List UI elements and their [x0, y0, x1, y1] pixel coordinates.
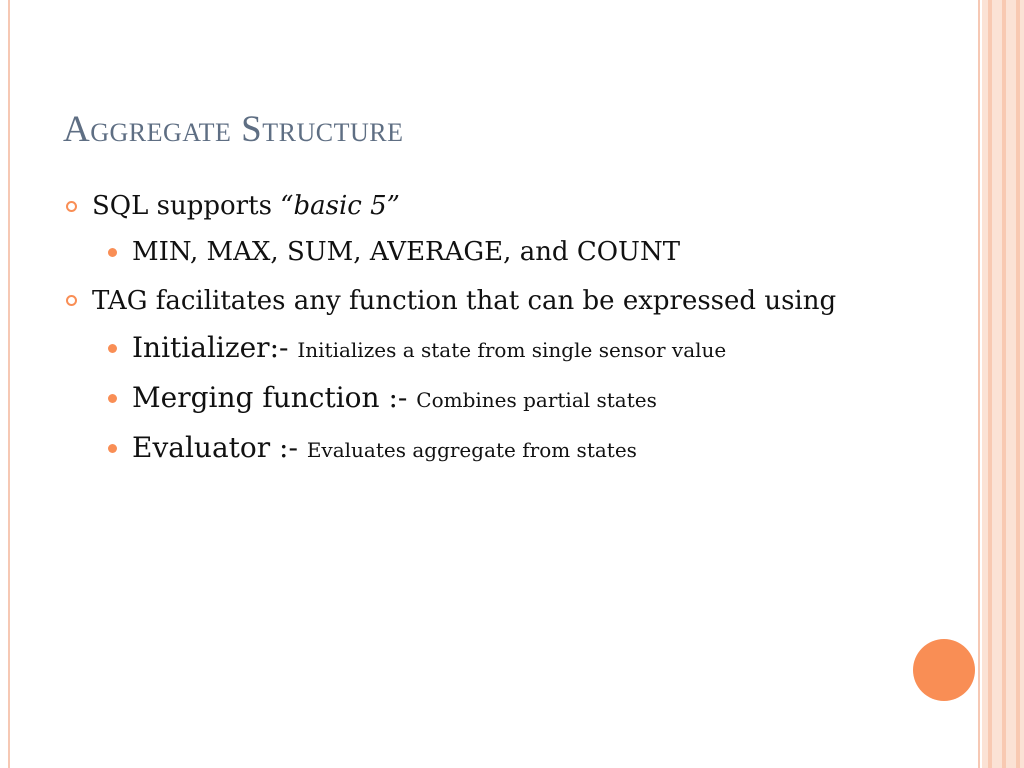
- sub-bullet-item: [62, 232, 942, 272]
- sub-bullet-item: [62, 428, 942, 470]
- stripe-line: [1016, 0, 1020, 768]
- slide-content: [62, 186, 942, 478]
- slide-title: Aggregate Structure: [63, 109, 404, 150]
- sub-bullet-text: MIN, MAX, SUM, AVERAGE, and COUNT: [132, 237, 681, 267]
- sub-bullet-desc: Combines partial states: [416, 388, 657, 412]
- ring-bullet-icon: [66, 295, 77, 306]
- sub-bullet-term: Initializer:-: [132, 331, 298, 364]
- bullet-emphasis: “basic 5”: [280, 191, 400, 221]
- sub-bullet-item: [62, 328, 942, 370]
- frame-line-left: [8, 0, 10, 768]
- dot-bullet-icon: [108, 248, 117, 257]
- bullet-lead: SQL supports: [92, 191, 281, 221]
- dot-bullet-icon: [108, 444, 117, 453]
- sub-bullet-term: Evaluator :-: [132, 431, 307, 464]
- stripe-line: [1002, 0, 1006, 768]
- accent-circle: [913, 639, 975, 701]
- ring-bullet-icon: [66, 201, 77, 212]
- sub-bullet-item: [62, 378, 942, 420]
- sub-bullet-desc: Evaluates aggregate from states: [306, 438, 637, 462]
- stripe-line: [988, 0, 992, 768]
- bullet-item: [62, 186, 942, 226]
- bullet-text: [92, 186, 942, 226]
- frame-line-right: [978, 0, 980, 768]
- bullet-text: TAG facilitates any function that can be expressed using: [92, 286, 837, 316]
- dot-bullet-icon: [108, 344, 117, 353]
- decorative-stripe: [982, 0, 1024, 768]
- sub-bullet-desc: Initializes a state from single sensor value: [297, 338, 727, 362]
- dot-bullet-icon: [108, 394, 117, 403]
- sub-bullet-term: Merging function :-: [132, 381, 417, 414]
- bullet-item: [62, 280, 942, 322]
